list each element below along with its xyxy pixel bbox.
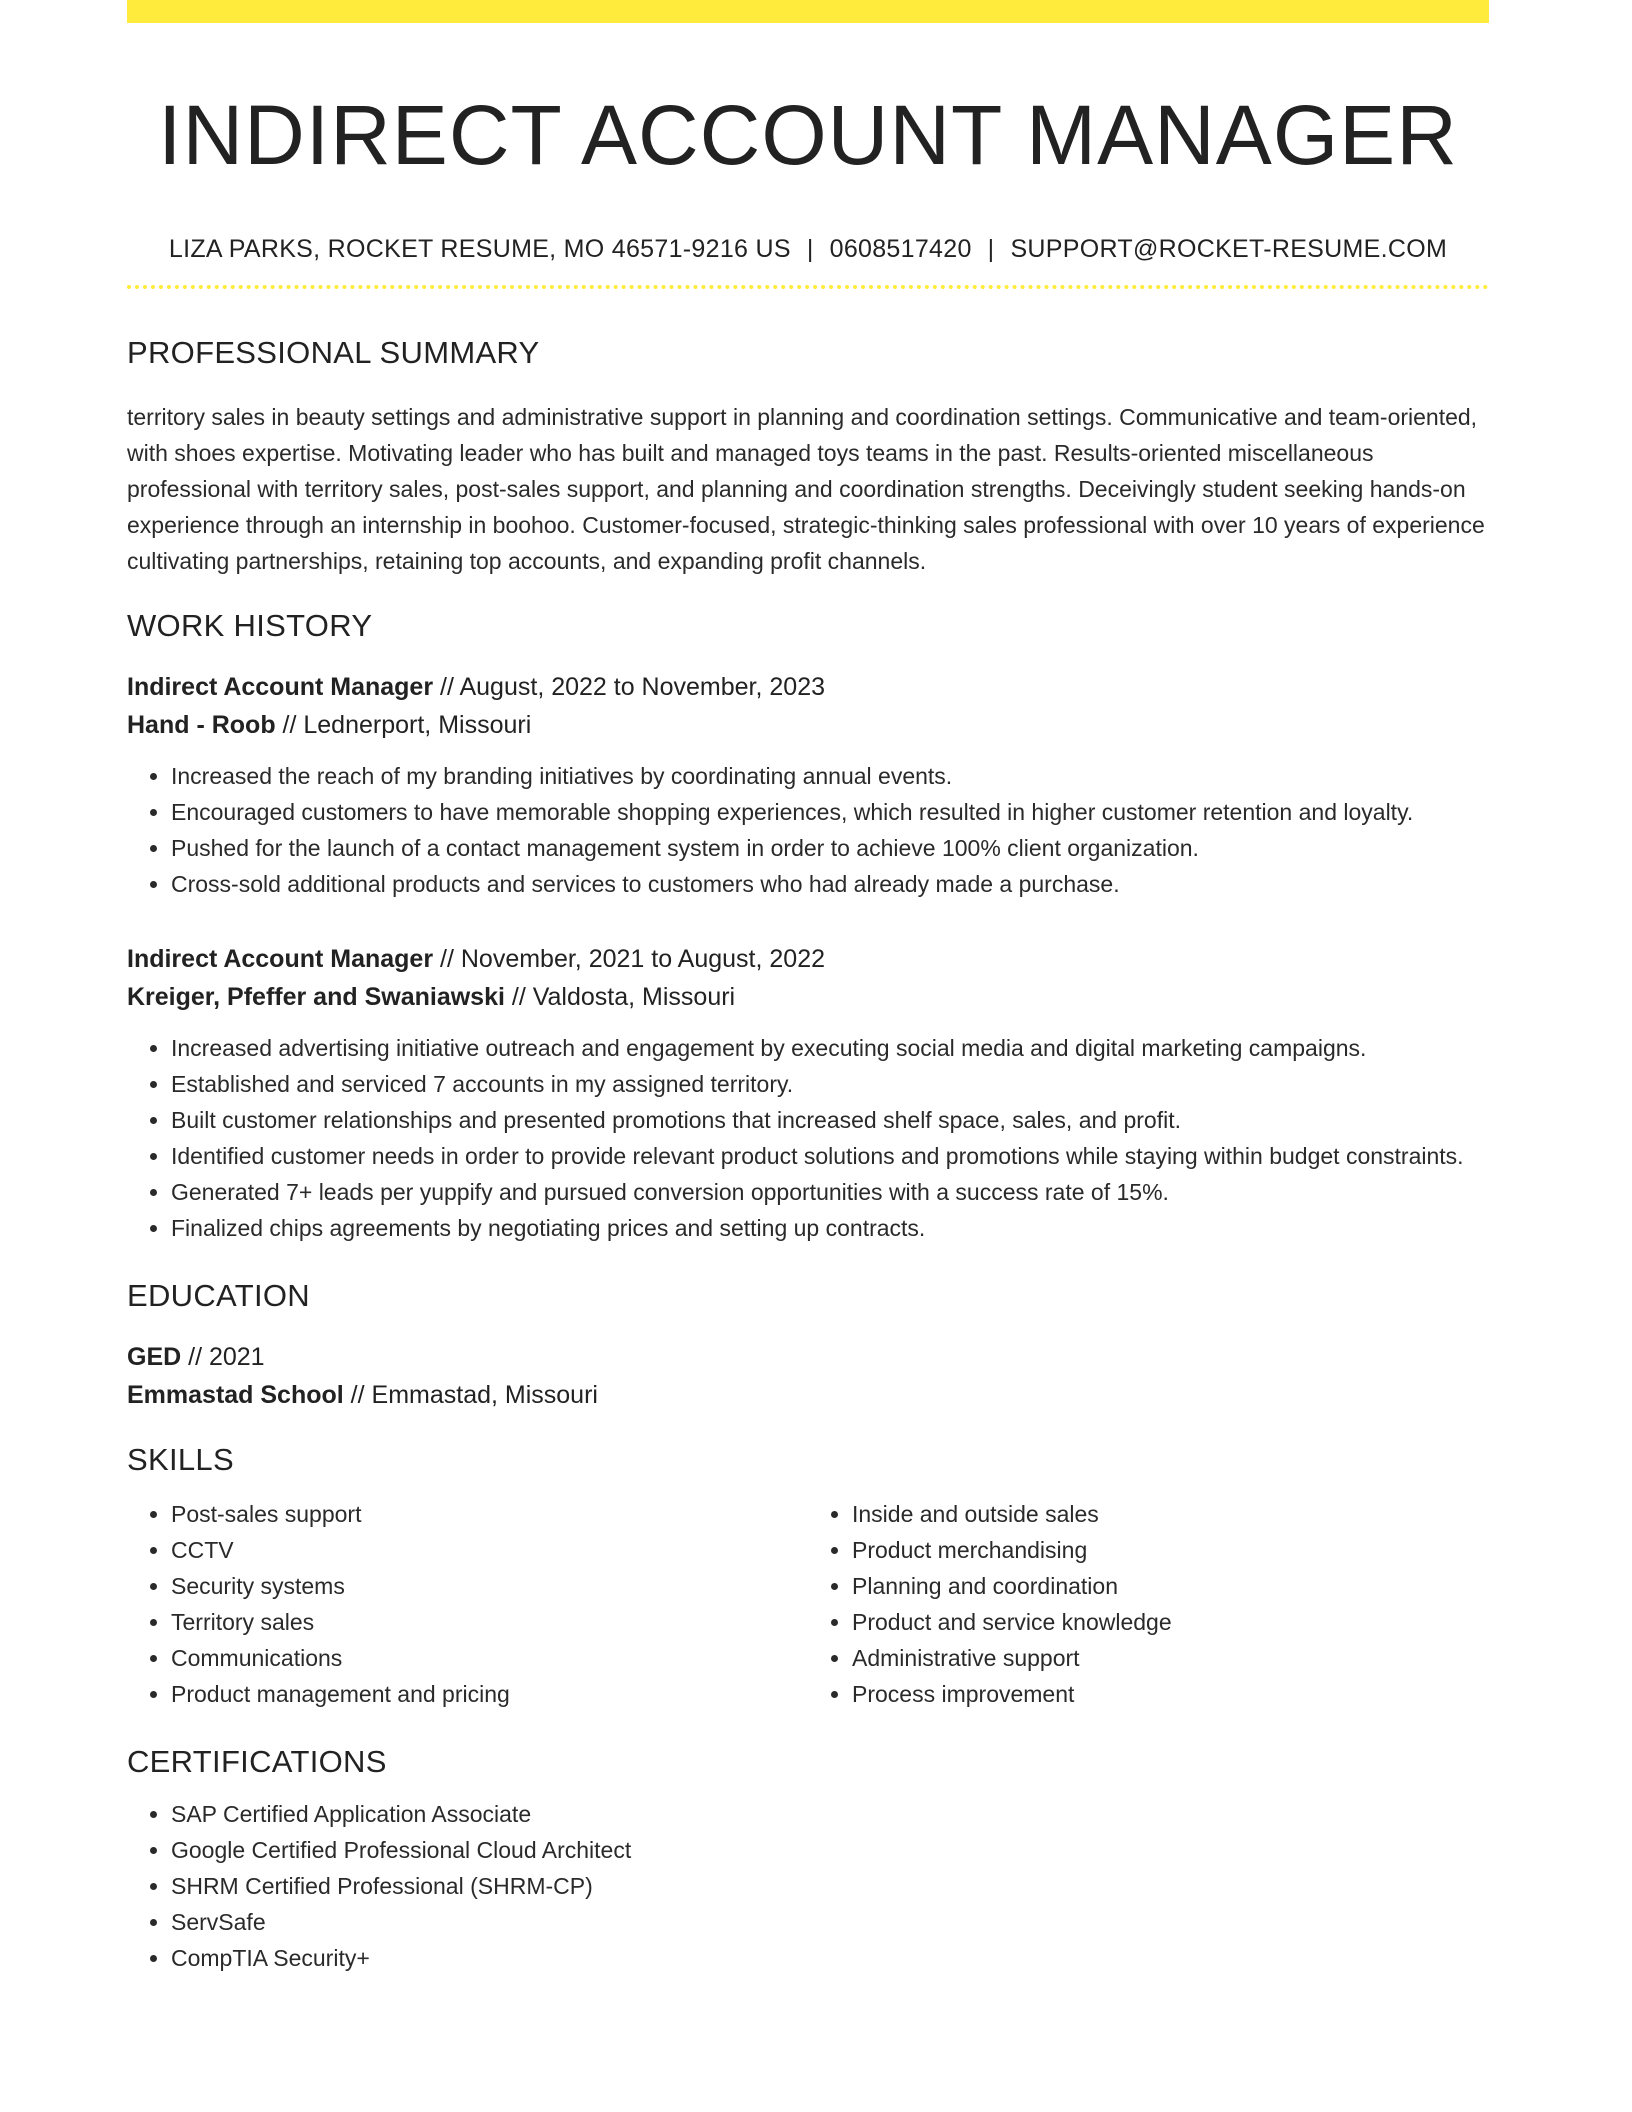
education-school-line xyxy=(127,1376,1489,1414)
resume-page xyxy=(127,0,1489,1976)
skill-item: • Process improvement xyxy=(852,1676,1489,1712)
job-bullet: • Built customer relationships and presented promotions that increased shelf space, sales, and profit. xyxy=(171,1102,1489,1138)
skill-item: • Security systems xyxy=(171,1568,808,1604)
job-dates: // August, 2022 to November, 2023 xyxy=(433,673,826,701)
education-location: // Emmastad, Missouri xyxy=(343,1381,598,1409)
work-history-heading: WORK HISTORY xyxy=(127,608,373,643)
summary-heading: PROFESSIONAL SUMMARY xyxy=(127,335,540,370)
education-heading: EDUCATION xyxy=(127,1278,310,1313)
contact-address: LIZA PARKS, ROCKET RESUME, MO 46571-9216 US xyxy=(168,235,791,263)
job-bullet: • Increased the reach of my branding initiatives by coordinating annual events. xyxy=(171,758,1489,794)
job-title-line xyxy=(127,668,1489,706)
contact-email: SUPPORT@ROCKET-RESUME.COM xyxy=(1010,235,1448,263)
job-bullet: • Identified customer needs in order to provide relevant product solutions and promotions while staying within budget constraints. xyxy=(171,1138,1489,1174)
job-company: Hand - Roob xyxy=(127,711,276,739)
resume-title: INDIRECT ACCOUNT MANAGER xyxy=(158,88,1458,182)
job-bullet: • Pushed for the launch of a contact management system in order to achieve 100% client organization. xyxy=(171,830,1489,866)
skill-item: • Product merchandising xyxy=(852,1532,1489,1568)
job-title-line xyxy=(127,940,1489,978)
job-entry xyxy=(127,940,1489,1246)
skills-list-right xyxy=(808,1496,1489,1712)
job-bullet: • Encouraged customers to have memorable shopping experiences, which resulted in higher customer retention and loyalty. xyxy=(171,794,1489,830)
skill-item: • Planning and coordination xyxy=(852,1568,1489,1604)
contact-line xyxy=(127,233,1489,265)
skill-item: • Product management and pricing xyxy=(171,1676,808,1712)
skill-item: • Product and service knowledge xyxy=(852,1604,1489,1640)
job-bullet: • Cross-sold additional products and services to customers who had already made a purchase. xyxy=(171,866,1489,902)
job-bullet: • Increased advertising initiative outreach and engagement by executing social media and digital marketing campaigns. xyxy=(171,1030,1489,1066)
job-bullet: • Generated 7+ leads per yuppify and pursued conversion opportunities with a success rate of 15%. xyxy=(171,1174,1489,1210)
skills-heading: SKILLS xyxy=(127,1442,234,1477)
education-school: Emmastad School xyxy=(127,1381,344,1409)
dotted-divider xyxy=(127,285,1489,289)
job-location: // Lednerport, Missouri xyxy=(275,711,532,739)
job-company-line xyxy=(127,978,1489,1016)
job-dates: // November, 2021 to August, 2022 xyxy=(433,945,826,973)
contact-separator: | xyxy=(987,235,995,263)
accent-top-bar xyxy=(127,0,1489,23)
contact-separator: | xyxy=(806,235,814,263)
certifications-heading: CERTIFICATIONS xyxy=(127,1744,387,1779)
skill-item: • Post-sales support xyxy=(171,1496,808,1532)
summary-text: territory sales in beauty settings and administrative support in planning and coordination settings. Communicative and team-oriented, with shoes expertise. Motivating leader who has built and managed toys teams in the past. Results-oriented miscellaneous professional with territory sales, post-sales support, and planning and coordination strengths. Deceivingly student seeking hands-on experience through an internship in boohoo. Customer-focused, strategic-thinking sales professional with over 10 years of experience cultivating partnerships, retaining top accounts, and expanding profit channels. xyxy=(127,404,1485,574)
contact-phone: 0608517420 xyxy=(829,235,972,263)
certification-item: • ServSafe xyxy=(171,1904,1489,1940)
certification-item: • Google Certified Professional Cloud Architect xyxy=(171,1832,1489,1868)
skill-item: • Administrative support xyxy=(852,1640,1489,1676)
certification-item: • SHRM Certified Professional (SHRM-CP) xyxy=(171,1868,1489,1904)
certification-item: • SAP Certified Application Associate xyxy=(171,1796,1489,1832)
job-company-line xyxy=(127,706,1489,744)
skill-item: • Communications xyxy=(171,1640,808,1676)
job-bullet: • Finalized chips agreements by negotiating prices and setting up contracts. xyxy=(171,1210,1489,1246)
job-location: // Valdosta, Missouri xyxy=(504,983,736,1011)
job-title: Indirect Account Manager xyxy=(127,673,434,701)
certifications-list xyxy=(127,1796,1489,1976)
job-bullet-list xyxy=(127,758,1489,902)
education-degree-line xyxy=(127,1338,1489,1376)
certification-item: • CompTIA Security+ xyxy=(171,1940,1489,1976)
job-title: Indirect Account Manager xyxy=(127,945,434,973)
skills-list-left xyxy=(127,1496,808,1712)
job-company: Kreiger, Pfeffer and Swaniawski xyxy=(127,983,505,1011)
education-year: // 2021 xyxy=(181,1343,265,1371)
skill-item: • Territory sales xyxy=(171,1604,808,1640)
job-entry xyxy=(127,668,1489,902)
job-bullet: • Established and serviced 7 accounts in my assigned territory. xyxy=(171,1066,1489,1102)
skills-columns xyxy=(127,1496,1489,1712)
skill-item: • CCTV xyxy=(171,1532,808,1568)
job-bullet-list xyxy=(127,1030,1489,1246)
skill-item: • Inside and outside sales xyxy=(852,1496,1489,1532)
education-entry xyxy=(127,1338,1489,1414)
education-degree: GED xyxy=(127,1343,182,1371)
